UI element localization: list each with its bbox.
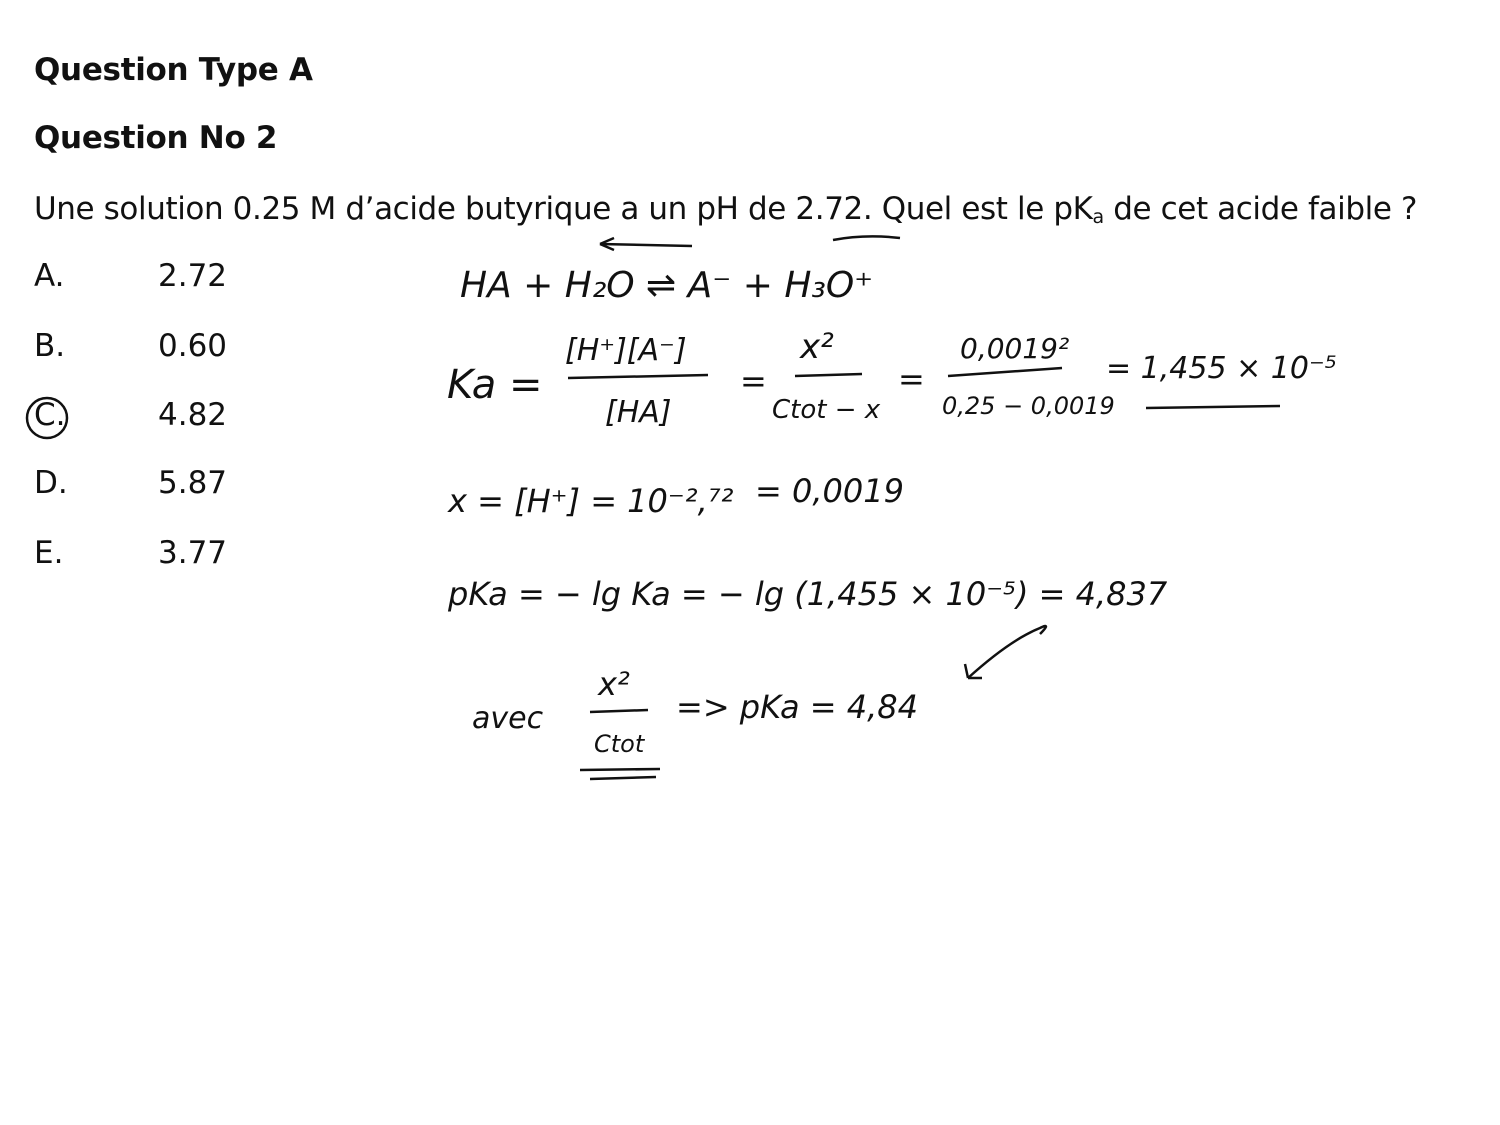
- x2-denominator: Ctot − x: [772, 395, 881, 425]
- option-letter: D.: [34, 465, 68, 501]
- equals-sign: =: [740, 362, 767, 400]
- question-type-heading: Question Type A: [34, 52, 313, 88]
- x-value: = 0,0019: [755, 472, 904, 510]
- option-value: 3.77: [158, 535, 228, 571]
- question-text-main: Une solution 0.25 M d’acide butyrique a un pH de 2.72. Quel est le pK: [34, 191, 1093, 227]
- avec-label: avec: [472, 701, 544, 736]
- value-denominator: 0,25 − 0,0019: [942, 392, 1115, 420]
- option-letter: E.: [34, 535, 64, 571]
- ka-label: Ka =: [447, 362, 543, 408]
- ka-numerator: [H⁺][A⁻]: [565, 333, 687, 368]
- avec-denominator: Ctot: [594, 730, 645, 758]
- option-value: 2.72: [158, 258, 228, 294]
- fraction-bar: [948, 368, 1062, 376]
- value-numerator: 0,0019²: [960, 332, 1070, 365]
- underline-stroke: [600, 244, 692, 246]
- option-letter: C.: [34, 397, 66, 433]
- reaction-equation: HA + H₂O ⇌ A⁻ + H₃O⁺: [460, 265, 874, 306]
- result-underline: [1146, 406, 1280, 408]
- option-value: 4.82: [158, 397, 228, 433]
- option-letter: B.: [34, 328, 66, 364]
- question-number-heading: Question No 2: [34, 120, 278, 156]
- option-letter: A.: [34, 258, 65, 294]
- fraction-bar: [568, 375, 708, 378]
- avec-result: => pKa = 4,84: [676, 688, 918, 726]
- fraction-bar: [590, 710, 648, 712]
- question-text-subscript: a: [1092, 206, 1104, 228]
- answer-circle-icon: [27, 398, 67, 438]
- option-value: 0.60: [158, 328, 228, 364]
- underline-stroke: [833, 236, 900, 240]
- x-definition: x = [H⁺] = 10⁻²,⁷²: [448, 482, 734, 520]
- ka-denominator: [HA]: [605, 395, 672, 430]
- x2-numerator: x²: [800, 327, 834, 367]
- curved-arrow-icon: [968, 626, 1046, 678]
- question-text-end: de cet acide faible ?: [1103, 191, 1418, 227]
- ka-result: = 1,455 × 10⁻⁵: [1106, 351, 1337, 386]
- fraction-bar: [795, 374, 862, 376]
- avec-numerator: x²: [598, 665, 630, 703]
- option-value: 5.87: [158, 465, 228, 501]
- equals-sign: =: [898, 360, 925, 398]
- arrowhead-icon: [965, 664, 982, 678]
- pka-calculation: pKa = − lg Ka = − lg (1,455 × 10⁻⁵) = 4,837: [448, 575, 1168, 613]
- double-underline: [580, 769, 660, 779]
